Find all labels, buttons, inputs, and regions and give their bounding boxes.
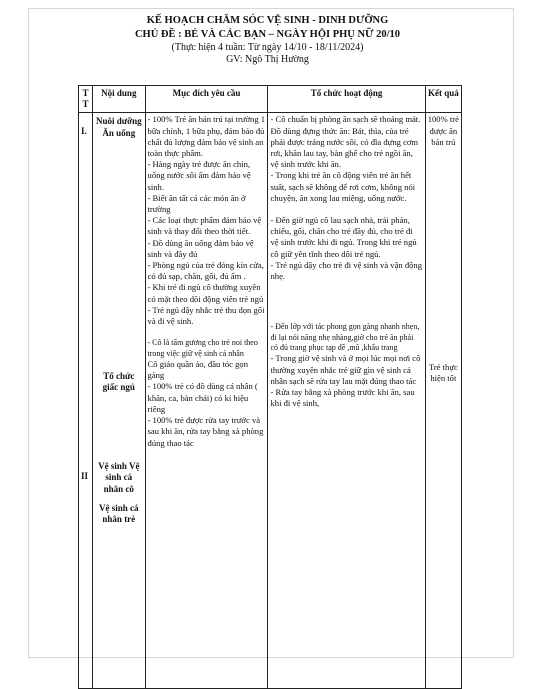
header-to-chuc: Tổ chức hoạt động — [268, 86, 425, 113]
document-teacher: GV: Ngô Thị Hường — [226, 54, 309, 65]
header-ket-qua: Kết quả — [425, 86, 461, 113]
cell-to-chuc — [268, 113, 425, 689]
activity-item: - Trẻ ngủ dậy cho trẻ đi vệ sinh và vận động nhẹ. — [270, 259, 423, 282]
activity-item: - Trong khi trẻ ăn cô động viên trẻ ăn hết suất, sạch sẽ không để rơi cơm, không nói chuyện, ăn xong lau miệng, uống nước. — [270, 170, 416, 203]
purpose-item: Cô giáo quần áo, đầu tóc gọn gàng — [147, 359, 248, 381]
header-muc-dich: Mục đích yêu cầu — [145, 86, 268, 113]
result-item: 100% trẻ được ăn bán trú — [427, 114, 459, 147]
section-number-2: II — [81, 470, 89, 481]
activity-item: - Rửa tay bằng xà phòng trước khi ăn, sau khi đi vệ sinh, — [270, 387, 415, 409]
purpose-item: - Cô là tấm gương cho trẻ noi theo trong việc giữ vệ sinh cá nhân — [147, 338, 258, 358]
table-header-row — [79, 86, 462, 113]
activity-item: - Trong giờ vệ sinh và ở mọi lúc mọi nơi cô thường xuyên nhắc trẻ giữ gìn vệ sinh cá nhân sạch sẽ rửa tay lau mặt đúng thao tác — [270, 353, 421, 386]
section-number-1: I. — [81, 126, 87, 137]
cell-noi-dung — [93, 113, 145, 689]
header-noi-dung: Nội dung — [93, 86, 145, 113]
purpose-item: - Phòng ngủ của trẻ đóng kín cửa, có đủ sạp, chăn, gối, đủ ấm . — [147, 260, 264, 282]
document-subtitle: CHỦ ĐỀ : BÉ VÀ CÁC BẠN – NGÀY HỘI PHỤ NỮ 20/10 — [134, 29, 401, 40]
purpose-item: - Hàng ngày trẻ được ăn chín, uống nước sôi ấm đảm bảo vệ sinh. — [147, 159, 251, 192]
document-title: KẾ HOẠCH CHĂM SÓC VỆ SINH - DINH DƯỠNG — [146, 15, 389, 26]
purpose-item: - Các loại thực phẩm đảm bảo vệ sinh và thay đổi theo thời tiết. — [147, 215, 262, 237]
cell-muc-dich — [145, 113, 268, 689]
document-header — [0, 14, 535, 66]
purpose-item: - 100% Trẻ ăn bán trú tại trường 1 bữa chính, 1 bữa phụ, đảm bảo đủ chất đủ lượng đảm bảo vệ sinh an toàn thực phẩm. — [147, 114, 266, 159]
content-child-hygiene: Vệ sinh cá nhân trẻ — [99, 502, 139, 525]
purpose-item: - Trẻ ngủ dậy nhắc trẻ thu dọn gối và đi vệ sinh. — [147, 304, 265, 327]
cell-tt — [79, 113, 93, 689]
content-nutrition: Nuôi dưỡng Ăn uống — [95, 116, 142, 138]
table-row — [79, 113, 462, 689]
activity-item: - Đến giờ ngủ cô lau sạch nhà, trải phản, chiếu, gối, chăn cho trẻ đầy đủ, cho trẻ đi vệ sinh trước khi đi ngủ. Trong khi trẻ ngủ cô giữ yên tĩnh theo dõi trẻ ngủ. — [270, 215, 417, 259]
purpose-item: - Đồ dùng ăn uống đảm bảo vệ sinh và đầy đủ — [147, 237, 254, 259]
purpose-item: - Biết ăn tất cả các món ăn ở trường — [147, 192, 246, 215]
content-sleep: Tổ chức giấc ngủ — [102, 370, 135, 393]
purpose-item: - 100% trẻ được rửa tay trước và sau khi ăn, rửa tay bằng xà phòng đúng thao tác — [147, 415, 264, 448]
header-tt: T T — [79, 86, 93, 113]
purpose-item: - 100% trẻ có đồ dùng cá nhân ( khăn, ca, bàn chải) có kí hiệu riêng — [147, 381, 258, 414]
plan-table — [78, 85, 462, 689]
activity-item: - Cô chuẩn bị phòng ăn sạch sẽ thoáng mát. Đồ dùng đựng thức ăn: Bát, thìa, của trẻ phải được tráng nước sôi, có đĩa đựng cơm rơi, khăn lau tay, bàn ghế cho trẻ ngồi ăn, vệ sinh trước khi ăn. — [270, 114, 421, 170]
document-dates: (Thực hiện 4 tuần: Từ ngày 14/10 - 18/11/2024) — [171, 42, 364, 53]
purpose-item: - Khi trẻ đi ngủ cô thường xuyên có mặt theo dõi động viên trẻ ngủ — [147, 282, 264, 304]
content-teacher-hygiene: Vệ sinh Vệ sinh cá nhân cô — [98, 461, 140, 494]
result-item: Trẻ thực hiện tốt — [428, 362, 458, 384]
activity-item: - Đến lớp với tác phong gọn gàng nhanh nhẹn, đi lại nói năng nhẹ nhàng,giờ cho trẻ ăn phải có đủ trang phục tạp dề ,mũ ,khẩu trang — [270, 322, 420, 353]
cell-ket-qua — [425, 113, 461, 689]
